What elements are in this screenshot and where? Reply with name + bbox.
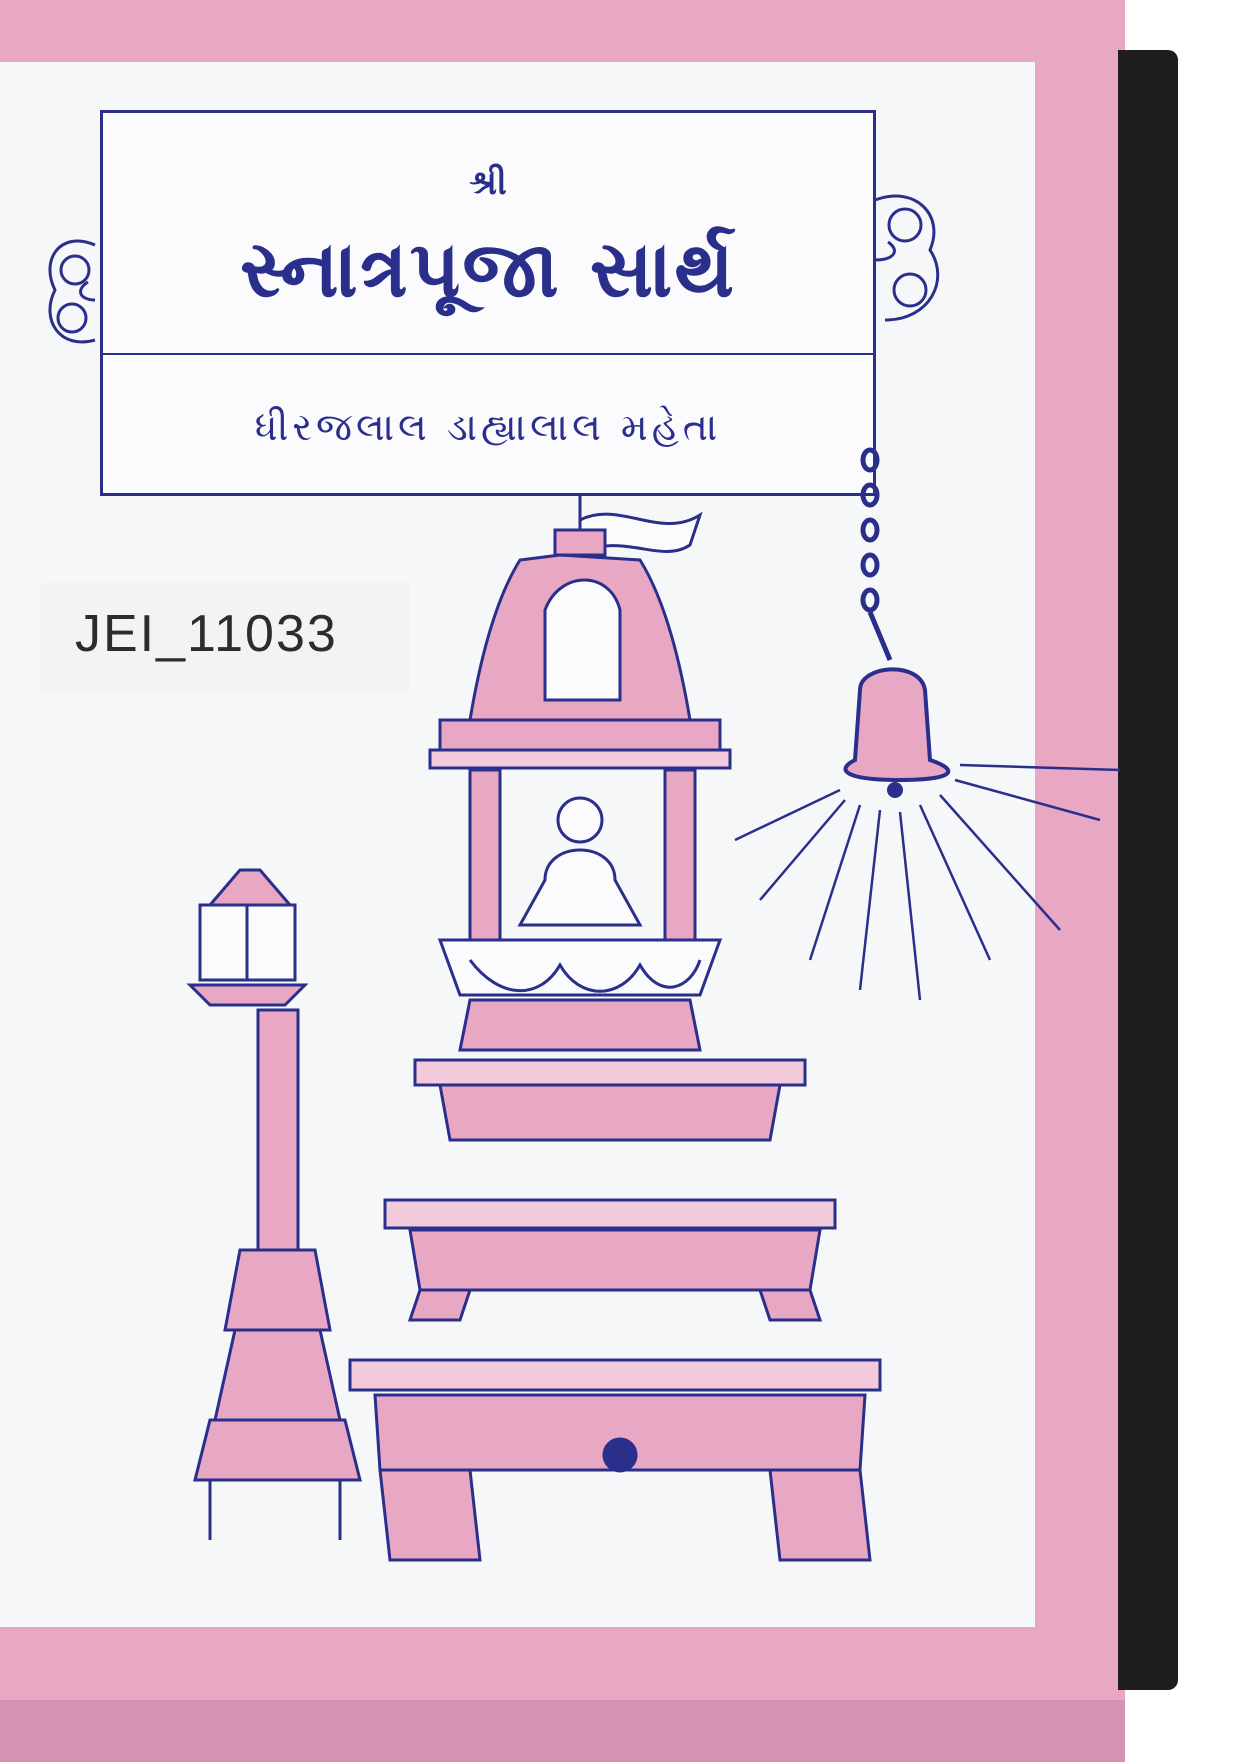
author-name: ધીરજલાલ ડાહ્યાલાલ મહેતા xyxy=(254,405,722,449)
library-code: JEI_11033 xyxy=(75,605,338,663)
title-prefix: શ્રી xyxy=(469,163,507,203)
right-scroll-ornament xyxy=(875,196,938,320)
bell-icon xyxy=(735,450,1120,1000)
left-scroll-ornament xyxy=(50,241,95,342)
lamp-icon xyxy=(190,870,360,1540)
book-title: સ્નાત્રપૂજા સાર્થ xyxy=(239,225,737,315)
shrine-icon xyxy=(350,495,880,1560)
